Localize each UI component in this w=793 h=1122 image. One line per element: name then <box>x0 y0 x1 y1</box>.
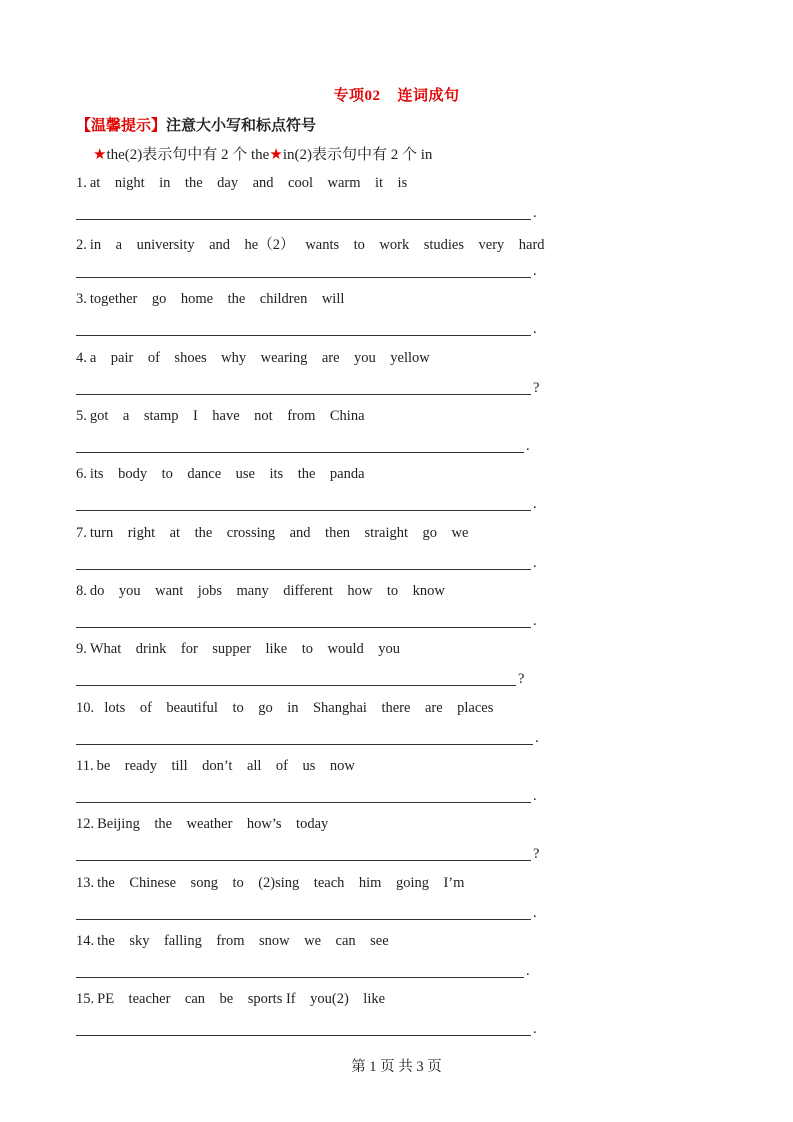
question-item <box>76 933 530 979</box>
question-words: turn right at the crossing and then straight go we <box>89 525 469 541</box>
tip-line <box>76 114 316 135</box>
question-words: at night in the day and cool warm it is <box>89 175 408 191</box>
answer-line[interactable] <box>76 860 531 861</box>
question-number: 6. <box>76 466 87 482</box>
question-words: the sky falling from snow we can see <box>97 933 389 949</box>
end-punctuation: . <box>533 1021 537 1037</box>
question-number: 4. <box>76 350 87 366</box>
answer-line[interactable] <box>76 685 516 686</box>
answer-line[interactable] <box>76 802 531 803</box>
answer-line[interactable] <box>76 744 533 745</box>
tip-text: 注意大小写和标点符号 <box>166 118 317 134</box>
end-punctuation: . <box>533 788 537 804</box>
answer-line[interactable] <box>76 977 524 978</box>
note-line <box>93 143 432 164</box>
answer-line[interactable] <box>76 510 531 511</box>
answer-line[interactable] <box>76 919 531 920</box>
question-item <box>76 583 537 629</box>
end-punctuation: ? <box>533 380 540 396</box>
answer-line[interactable] <box>76 219 531 220</box>
note-text-1: the(2)表示句中有 2 个 the <box>106 147 270 163</box>
end-punctuation: . <box>535 730 539 746</box>
question-item <box>76 175 537 221</box>
end-punctuation: . <box>533 263 537 279</box>
question-number: 14. <box>76 933 95 949</box>
end-punctuation: ? <box>518 671 525 687</box>
question-number: 8. <box>76 583 87 599</box>
end-punctuation: . <box>533 613 537 629</box>
end-punctuation: . <box>533 205 537 221</box>
end-punctuation: . <box>533 321 537 337</box>
question-words: lots of beautiful to go in Shanghai there are places <box>97 700 494 716</box>
question-words: What drink for supper like to would you <box>89 641 400 657</box>
question-item <box>76 466 537 512</box>
star-icon: ★ <box>269 147 283 163</box>
end-punctuation: . <box>526 963 530 979</box>
question-words: got a stamp I have not from China <box>89 408 365 424</box>
question-number: 10. <box>76 700 95 716</box>
note-text-2: in(2)表示句中有 2 个 in <box>282 147 433 163</box>
question-number: 1. <box>76 175 87 191</box>
question-number: 9. <box>76 641 87 657</box>
answer-line[interactable] <box>76 335 531 336</box>
question-item <box>76 875 537 921</box>
question-words: in a university and he（2） wants to work studies very hard <box>89 237 545 253</box>
page-footer: 第 1 页 共 3 页 <box>351 1059 442 1075</box>
end-punctuation: . <box>533 496 537 512</box>
tip-bracket: 【温馨提示】 <box>76 118 167 134</box>
question-item <box>76 350 540 396</box>
question-number: 7. <box>76 525 87 541</box>
title-part2: 连词成句 <box>397 88 460 104</box>
question-item <box>76 758 537 804</box>
question-item <box>76 525 537 571</box>
question-words: PE teacher can be sports If you(2) like <box>97 991 386 1007</box>
end-punctuation: . <box>533 905 537 921</box>
question-words: the Chinese song to (2)sing teach him going I’m <box>97 875 465 891</box>
question-item <box>76 991 537 1037</box>
answer-line[interactable] <box>76 452 524 453</box>
question-item <box>76 641 525 687</box>
answer-line[interactable] <box>76 569 531 570</box>
question-item <box>76 291 537 337</box>
question-number: 11. <box>76 758 94 774</box>
question-words: a pair of shoes why wearing are you yellow <box>89 350 430 366</box>
question-words: Beijing the weather how’s today <box>97 816 329 832</box>
end-punctuation: . <box>526 438 530 454</box>
question-number: 5. <box>76 408 87 424</box>
question-item <box>76 700 539 746</box>
question-item <box>76 408 530 454</box>
question-words: together go home the children will <box>89 291 345 307</box>
question-words: its body to dance use its the panda <box>89 466 365 482</box>
question-number: 15. <box>76 991 95 1007</box>
answer-line[interactable] <box>76 627 531 628</box>
question-words: be ready till don’t all of us now <box>96 758 355 774</box>
answer-line[interactable] <box>76 1035 531 1036</box>
end-punctuation: . <box>533 555 537 571</box>
title-part1: 专项02 <box>333 88 381 104</box>
answer-line[interactable] <box>76 277 531 278</box>
answer-line[interactable] <box>76 394 531 395</box>
question-number: 2. <box>76 237 87 253</box>
question-item <box>76 816 540 862</box>
question-item <box>76 233 545 279</box>
star-icon: ★ <box>93 147 107 163</box>
page-title <box>0 84 793 105</box>
question-number: 13. <box>76 875 95 891</box>
question-number: 3. <box>76 291 87 307</box>
question-number: 12. <box>76 816 95 832</box>
end-punctuation: ? <box>533 846 540 862</box>
question-words: do you want jobs many different how to know <box>89 583 445 599</box>
